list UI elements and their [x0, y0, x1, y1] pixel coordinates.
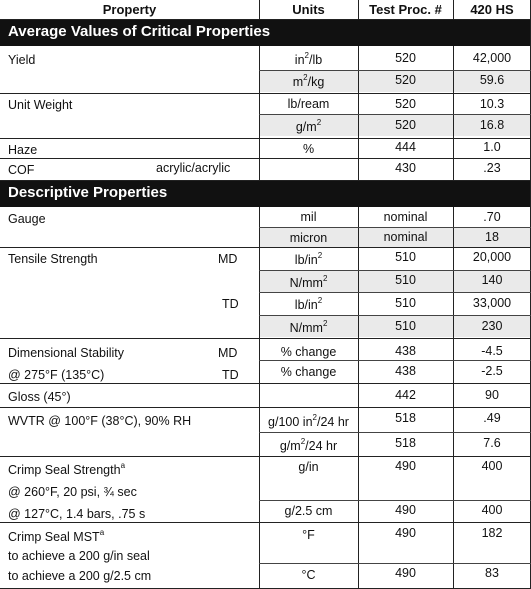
unit-cell: $lb/in^2$: [294, 250, 323, 267]
value-cell: .49: [483, 411, 501, 425]
value-cell: 7.6: [483, 436, 501, 450]
proc-cell: nominal: [383, 230, 428, 244]
row-label: Tensile Strength: [8, 252, 98, 266]
grid-line: [0, 456, 531, 457]
row-label: Yield: [8, 53, 36, 67]
row-label: Haze: [8, 143, 38, 157]
unit-cell: $N/mm^2$: [289, 318, 328, 335]
grid-line: [259, 70, 531, 71]
md-label: MD: [218, 252, 238, 266]
unit-cell: $m^2/kg$: [292, 72, 325, 89]
proc-cell: 490: [395, 526, 416, 540]
value-cell: 16.8: [479, 118, 505, 132]
grid-line: [0, 247, 531, 248]
grid-line: [259, 227, 531, 228]
row-label: WVTR @ 100°F (38°C), 90% RH: [8, 414, 192, 428]
grid-line: [0, 522, 531, 523]
value-cell: -4.5: [481, 344, 503, 358]
footnote-marker: a: [99, 527, 105, 537]
proc-cell: nominal: [383, 210, 428, 224]
col-header-units: Units: [292, 2, 325, 17]
row-label-text: Crimp Seal MST: [8, 530, 100, 544]
unit-cell: lb/ream: [287, 97, 330, 111]
proc-cell: 518: [395, 411, 416, 425]
row-label: Gloss (45°): [8, 390, 71, 404]
row-label: Unit Weight: [8, 98, 73, 112]
unit-cell: °C: [301, 568, 316, 582]
proc-cell: 520: [395, 73, 416, 87]
unit-cell: %: [302, 142, 315, 156]
unit-cell: mil: [300, 210, 317, 224]
grid-line: [0, 338, 531, 339]
value-cell: 83: [485, 566, 499, 580]
row-label: [8, 527, 105, 544]
value-cell: 10.3: [479, 97, 505, 111]
proc-cell: 510: [395, 250, 416, 264]
value-cell: .23: [483, 161, 501, 175]
grid-line: [259, 292, 531, 293]
row-label-text: Crimp Seal Strength: [8, 463, 121, 477]
grid-line: [259, 114, 531, 115]
row-label-2: @ 260°F, 20 psi, ¾ sec: [8, 485, 137, 499]
value-cell: 230: [481, 319, 503, 333]
unit-cell: g/in: [298, 460, 319, 474]
grid-line: [259, 500, 531, 501]
grid-line: [0, 19, 531, 20]
row-label-2: @ 275°F (135°C): [8, 368, 105, 382]
unit-cell: °F: [302, 528, 315, 542]
grid-line: [0, 138, 531, 139]
grid-line: [259, 563, 531, 564]
unit-cell: g/100 $in^2/24$ hr: [268, 412, 349, 429]
proc-cell: 520: [395, 97, 416, 111]
row-label-3: to achieve a 200 g/2.5 cm: [8, 569, 152, 583]
unit-cell: g/2.5 cm: [284, 504, 333, 518]
grid-line: [0, 383, 531, 384]
value-cell: -2.5: [481, 364, 503, 378]
unit-cell: $g/m^2/24$ hr: [279, 436, 338, 453]
unit-cell: $g/m^2$: [295, 117, 322, 134]
value-cell: 400: [481, 459, 503, 473]
value-cell: 42,000: [472, 51, 512, 65]
unit-cell: $lb/in^2$: [294, 295, 323, 312]
grid-line: [0, 180, 531, 181]
proc-cell: 520: [395, 118, 416, 132]
value-cell: 20,000: [472, 250, 512, 264]
row-sublabel: acrylic/acrylic: [156, 161, 231, 175]
grid-line: [453, 0, 454, 20]
col-header-test-proc: Test Proc. #: [369, 2, 442, 17]
value-cell: 18: [485, 230, 499, 244]
grid-line: [259, 360, 531, 361]
row-label: Dimensional Stability: [8, 346, 125, 360]
unit-cell: $N/mm^2$: [289, 273, 328, 290]
grid-line: [0, 407, 531, 408]
proc-cell: 490: [395, 503, 416, 517]
section-title: Average Values of Critical Properties: [0, 20, 531, 46]
grid-line: [259, 0, 260, 20]
proc-cell: 518: [395, 436, 416, 450]
proc-cell: 438: [395, 364, 416, 378]
value-cell: 33,000: [472, 296, 512, 310]
row-label-2: to achieve a 200 g/in seal: [8, 549, 150, 563]
value-cell: 182: [481, 526, 503, 540]
value-cell: 400: [481, 503, 503, 517]
grid-line: [259, 432, 531, 433]
proc-cell: 510: [395, 273, 416, 287]
td-label: TD: [222, 297, 239, 311]
value-cell: 90: [485, 388, 499, 402]
proc-cell: 510: [395, 296, 416, 310]
col-header-product: 420 HS: [470, 2, 514, 17]
grid-line: [259, 270, 531, 271]
proc-cell: 438: [395, 344, 416, 358]
proc-cell: 442: [395, 388, 416, 402]
value-cell: 140: [481, 273, 503, 287]
row-label: [8, 460, 126, 477]
proc-cell: 520: [395, 51, 416, 65]
row-label: Gauge: [8, 212, 46, 226]
proc-cell: 490: [395, 566, 416, 580]
unit-cell: % change: [280, 345, 337, 359]
md-label: MD: [218, 346, 238, 360]
footnote-marker: a: [120, 460, 126, 470]
row-label-3: @ 127°C, 1.4 bars, .75 s: [8, 507, 146, 521]
proc-cell: 510: [395, 319, 416, 333]
grid-line: [0, 93, 531, 94]
grid-line: [358, 0, 359, 20]
unit-cell: micron: [289, 231, 328, 245]
unit-cell: $in^2/lb$: [294, 50, 323, 67]
value-cell: 1.0: [483, 140, 501, 154]
unit-cell: % change: [280, 365, 337, 379]
value-cell: .70: [483, 210, 501, 224]
grid-line: [0, 158, 531, 159]
row-label: COF: [8, 163, 35, 177]
value-cell: 59.6: [479, 73, 505, 87]
proc-cell: 444: [395, 140, 416, 154]
grid-line: [259, 315, 531, 316]
td-label: TD: [222, 368, 239, 382]
proc-cell: 490: [395, 459, 416, 473]
section-title: Descriptive Properties: [0, 181, 531, 207]
col-header-property: Property: [102, 2, 157, 17]
proc-cell: 430: [395, 161, 416, 175]
